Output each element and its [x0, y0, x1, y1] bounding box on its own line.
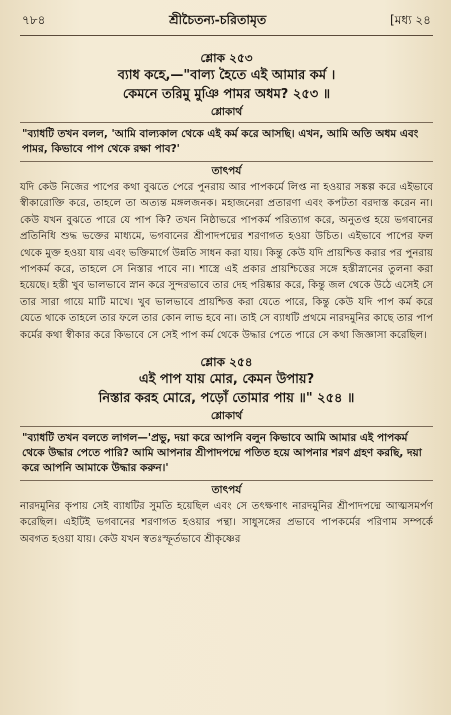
- shloka-254-translation: "ব্যাধটি তখন বলতে লাগল—'প্রভু, দয়া করে আপনি বলুন কিভাবে আমি আমার এই পাপকর্ম থেকে উদ্ধার পেতে পারি? আমি আপনার শ্রীপাদপদ্মে পতিত হয়ে আপনার শরণ গ্রহণ করছি, দয়া করে আপনি আমাকে উদ্ধার করুন।': [20, 426, 433, 481]
- shloka-254-translation-label: শ্লোকার্থ: [210, 410, 243, 423]
- shloka-254-purport: নারদমুনির কৃপায় সেই ব্যাধটির সুমতি হয়েছিল এবং সে তৎক্ষণাৎ নারদমুনির শ্রীপাদপদ্মে আত্মসমর্পণ করেছিল। এইটিই ভগবানের শরণাগত হওয়ার পন্থা। সাধুসঙ্গের প্রভাবে পাপকর্মের পরিণাম সম্পর্কে অবগত হওয়া যায়। কেউ যখন স্বতঃস্ফূর্তভাবে শ্রীকৃষ্ণের: [20, 501, 433, 545]
- shloka-253-heading: শ্লোক ২৫৩: [200, 51, 253, 65]
- shloka-253-translation-label: শ্লোকার্থ: [210, 106, 243, 118]
- shloka-254-heading: শ্লোক ২৫৪: [200, 355, 253, 370]
- shloka-254-purport-label: তাৎপর্য: [211, 484, 242, 497]
- page-header: [20, 10, 433, 36]
- shloka-254-line-1: এই পাপ যায় মোর, কেমন উপায়?: [138, 372, 315, 388]
- shloka-253-purport: যদি কেউ নিজের পাপের কথা বুঝতে পেরে পুনরায় আর পাপকর্মে লিপ্ত না হওয়ার সঙ্কল্প করে এইভাবে স্বীকারোক্তি করে, তাহলে তা অত্যন্ত মঙ্গলজনক। মহাজনেরা প্রতারণা এবং কপটতা বরদাস্ত করেন না। কেউ যখন বুঝতে পারে যে পাপ কি? তখন নিষ্ঠাভরে পাপকর্ম পরিত্যাগ করে, অনুতপ্ত হয়ে ভগবানের প্রতিনিধি শুদ্ধ ভক্তের মাধ্যমে, ভগবানের শ্রীপাদপদ্মের শরণাগত হওয়া উচিত। এইভাবে পাপের ফল থেকে মুক্ত হওয়া যায় এবং ভক্তিমার্গে উন্নতি সাধন করা যায়। কিন্তু কেউ যদি প্রায়শ্চিত্ত করার পর পুনরায় পাপকর্ম করে, তাহলে সে নিস্তার পাবে না। শাস্ত্রে এই প্রকার প্রায়শ্চিত্তের সঙ্গে হস্তীস্নানের তুলনা করা হয়েছে। হস্তী খুব ভালভাবে স্নান করে সুন্দরভাবে তার দেহ পরিষ্কার করে, কিন্তু জল থেকে উঠে এসেই সে তার সারা গায়ে মাটি মাখে। খুব ভালভাবে প্রায়শ্চিত্ত করা যেতে পারে, কিন্তু কেউ যদি পাপ কর্ম করে যেতে থাকে তাহলে তার ফলে তার কোন লাভ হবে না। তাই সে ব্যাধটি প্রথমে নারদমুনির কাছে তার পাপ কর্মের কথা স্বীকার করে কিভাবে সে সেই পাপ কর্ম থেকে উদ্ধার পেতে পারে সে কথা জিজ্ঞাসা করেছিল।: [20, 182, 434, 341]
- section-label: [মধ্য ২৪: [390, 13, 431, 27]
- shloka-253-translation: "ব্যাধটি তখন বলল, 'আমি বাল্যকাল থেকে এই কর্ম করে আসছি। এখন, আমি অতি অধম এবং পামর, কিভাবে পাপ থেকে রক্ষা পাব?': [20, 122, 433, 162]
- shloka-253-line-1: ব্যাধ কহে,—"বাল্য হৈতে এই আমার কর্ম ।: [117, 68, 336, 83]
- shloka-253-purport-label: তাৎপর্য: [211, 165, 242, 177]
- book-title: শ্রীচৈতন্য-চরিতামৃত: [169, 12, 267, 27]
- page-number: ৭৮৪: [22, 13, 46, 27]
- shloka-253-line-2: কেমনে তরিমু মুঞি পামর অধম? ২৫৩ ॥: [122, 87, 331, 102]
- shloka-254-line-2: নিস্তার করহ মোরে, পড়োঁ তোমার পায় ॥" ২৫৪ ॥: [98, 391, 355, 407]
